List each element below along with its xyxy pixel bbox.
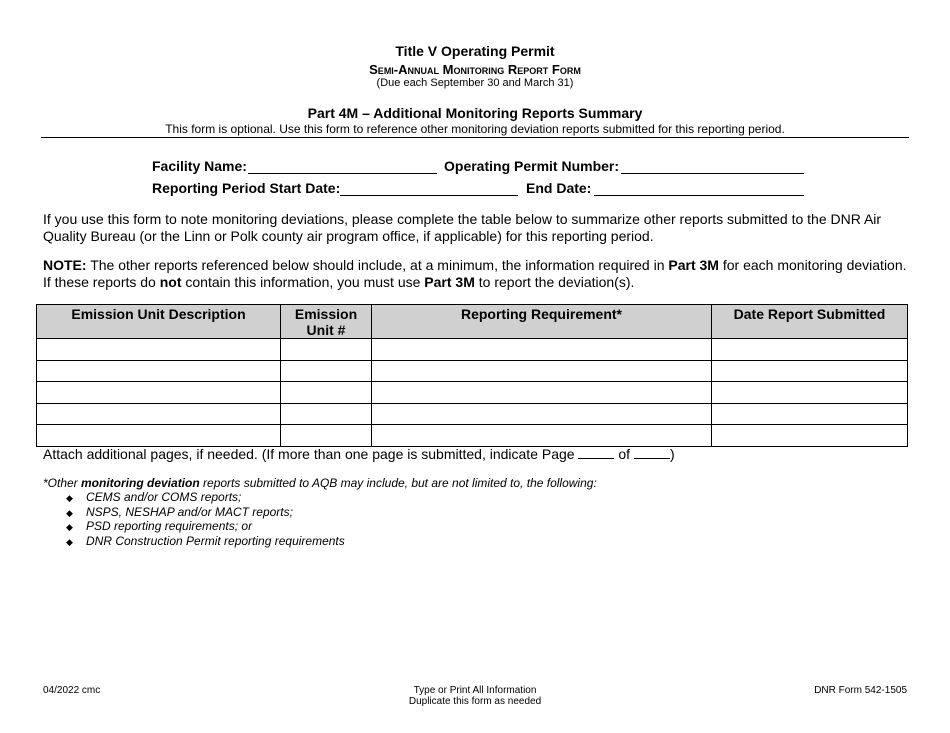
not-emphasis: not: [159, 273, 182, 290]
attach-text-a: Attach additional pages, if needed. (If more than one page is submitted, indicate Page: [43, 446, 579, 462]
facility-name-label: Facility Name:: [152, 158, 247, 174]
period-start-label: Reporting Period Start Date:: [152, 180, 341, 196]
table-cell[interactable]: [281, 382, 372, 404]
permit-number-field[interactable]: [621, 173, 804, 174]
table-cell[interactable]: [281, 425, 372, 447]
col-date-report-submitted: Date Report Submitted: [712, 305, 908, 339]
part3m-ref-1: Part 3M: [668, 257, 719, 273]
col-reporting-requirement: Reporting Requirement*: [372, 305, 712, 339]
end-date-field[interactable]: [594, 195, 804, 196]
table-row: [37, 339, 908, 361]
form-subtitle: Semi-Annual Monitoring Report Form: [369, 62, 581, 77]
due-dates: (Due each September 30 and March 31): [376, 77, 574, 89]
table-cell[interactable]: [372, 403, 712, 425]
table-cell[interactable]: [37, 382, 281, 404]
footer-form-number: DNR Form 542-1505: [814, 685, 907, 696]
table-cell[interactable]: [281, 360, 372, 382]
footnote-emphasis: monitoring deviation: [81, 476, 200, 490]
table-cell[interactable]: [712, 360, 908, 382]
attach-text-c: ): [669, 446, 675, 462]
table-cell[interactable]: [712, 425, 908, 447]
table-cell[interactable]: [712, 382, 908, 404]
attach-text-b: of: [614, 446, 634, 462]
table-row: [37, 360, 908, 382]
note-text-b: for each monitoring deviation. If these reports do: [43, 257, 907, 290]
col-emission-unit-number: Emission Unit #: [281, 305, 372, 339]
end-date-label: End Date:: [526, 180, 592, 196]
list-item: [66, 519, 345, 534]
part3m-ref-2: Part 3M: [424, 273, 475, 290]
form-title: Title V Operating Permit: [395, 43, 555, 59]
diamond-bullet-icon: ◆: [66, 507, 73, 518]
footnote: [43, 476, 597, 490]
table-cell[interactable]: [281, 403, 372, 425]
footnote-text-c: reports submitted to AQB may include, but are not limited to, the following:: [199, 476, 597, 490]
table-cell[interactable]: [372, 339, 712, 361]
list-item-text: CEMS and/or COMS reports;: [86, 490, 242, 504]
facility-name-field[interactable]: [248, 173, 437, 174]
page-number-field[interactable]: [578, 446, 614, 459]
footer-revision: 04/2022 cmc: [43, 685, 101, 696]
table-cell[interactable]: [372, 360, 712, 382]
list-item-text: NSPS, NESHAP and/or MACT reports;: [86, 504, 293, 519]
table-cell[interactable]: [37, 425, 281, 447]
diamond-bullet-icon: ◆: [66, 536, 73, 547]
footnote-text-a: *Other: [43, 476, 82, 490]
reports-table: [36, 304, 908, 447]
table-row: [37, 382, 908, 404]
table-cell[interactable]: [37, 360, 281, 382]
col-emission-unit-description: Emission Unit Description: [37, 305, 281, 339]
period-start-field[interactable]: [340, 195, 518, 196]
instructions-paragraph: If you use this form to note monitoring deviations, please complete the table below to summarize other reports submitted to the DNR Air Quality Bureau (or the Linn or Polk county air program office, if applicable) for this reporting period.: [43, 211, 882, 244]
permit-number-label: Operating Permit Number:: [444, 158, 620, 174]
part-description: This form is optional. Use this form to reference other monitoring deviation reports submitted for this reporting period.: [165, 122, 785, 136]
report-types-list: [66, 490, 345, 548]
list-item-text: DNR Construction Permit reporting requirements: [86, 533, 345, 548]
table-cell[interactable]: [281, 339, 372, 361]
header-divider: [41, 137, 909, 138]
note-text-c: contain this information, you must use: [181, 273, 425, 290]
table-cell[interactable]: [712, 339, 908, 361]
table-cell[interactable]: [372, 382, 712, 404]
table-row: [37, 425, 908, 447]
footer-instruction-2: Duplicate this form as needed: [408, 696, 542, 707]
list-item-text: PSD reporting requirements; or: [86, 519, 253, 533]
note-paragraph: [43, 257, 913, 290]
diamond-bullet-icon: ◆: [66, 522, 73, 532]
list-item: [66, 534, 345, 549]
list-item: [66, 505, 345, 520]
attach-pages-note: [43, 446, 675, 462]
table-cell[interactable]: [712, 403, 908, 425]
table-header-row: [37, 305, 908, 339]
table-row: [37, 403, 908, 425]
note-text-a: The other reports referenced below should include, at a minimum, the information required in: [86, 257, 669, 273]
list-item: [66, 490, 345, 505]
diamond-bullet-icon: ◆: [66, 493, 73, 503]
footer-instruction-1: Type or Print All Information: [413, 685, 537, 696]
note-label: NOTE:: [43, 257, 87, 273]
part-title: Part 4M – Additional Monitoring Reports Summary: [307, 105, 643, 121]
table-cell[interactable]: [37, 403, 281, 425]
table-cell[interactable]: [37, 339, 281, 361]
table-cell[interactable]: [372, 425, 712, 447]
note-text-d: to report the deviation(s).: [474, 273, 635, 290]
page-total-field[interactable]: [634, 446, 670, 459]
